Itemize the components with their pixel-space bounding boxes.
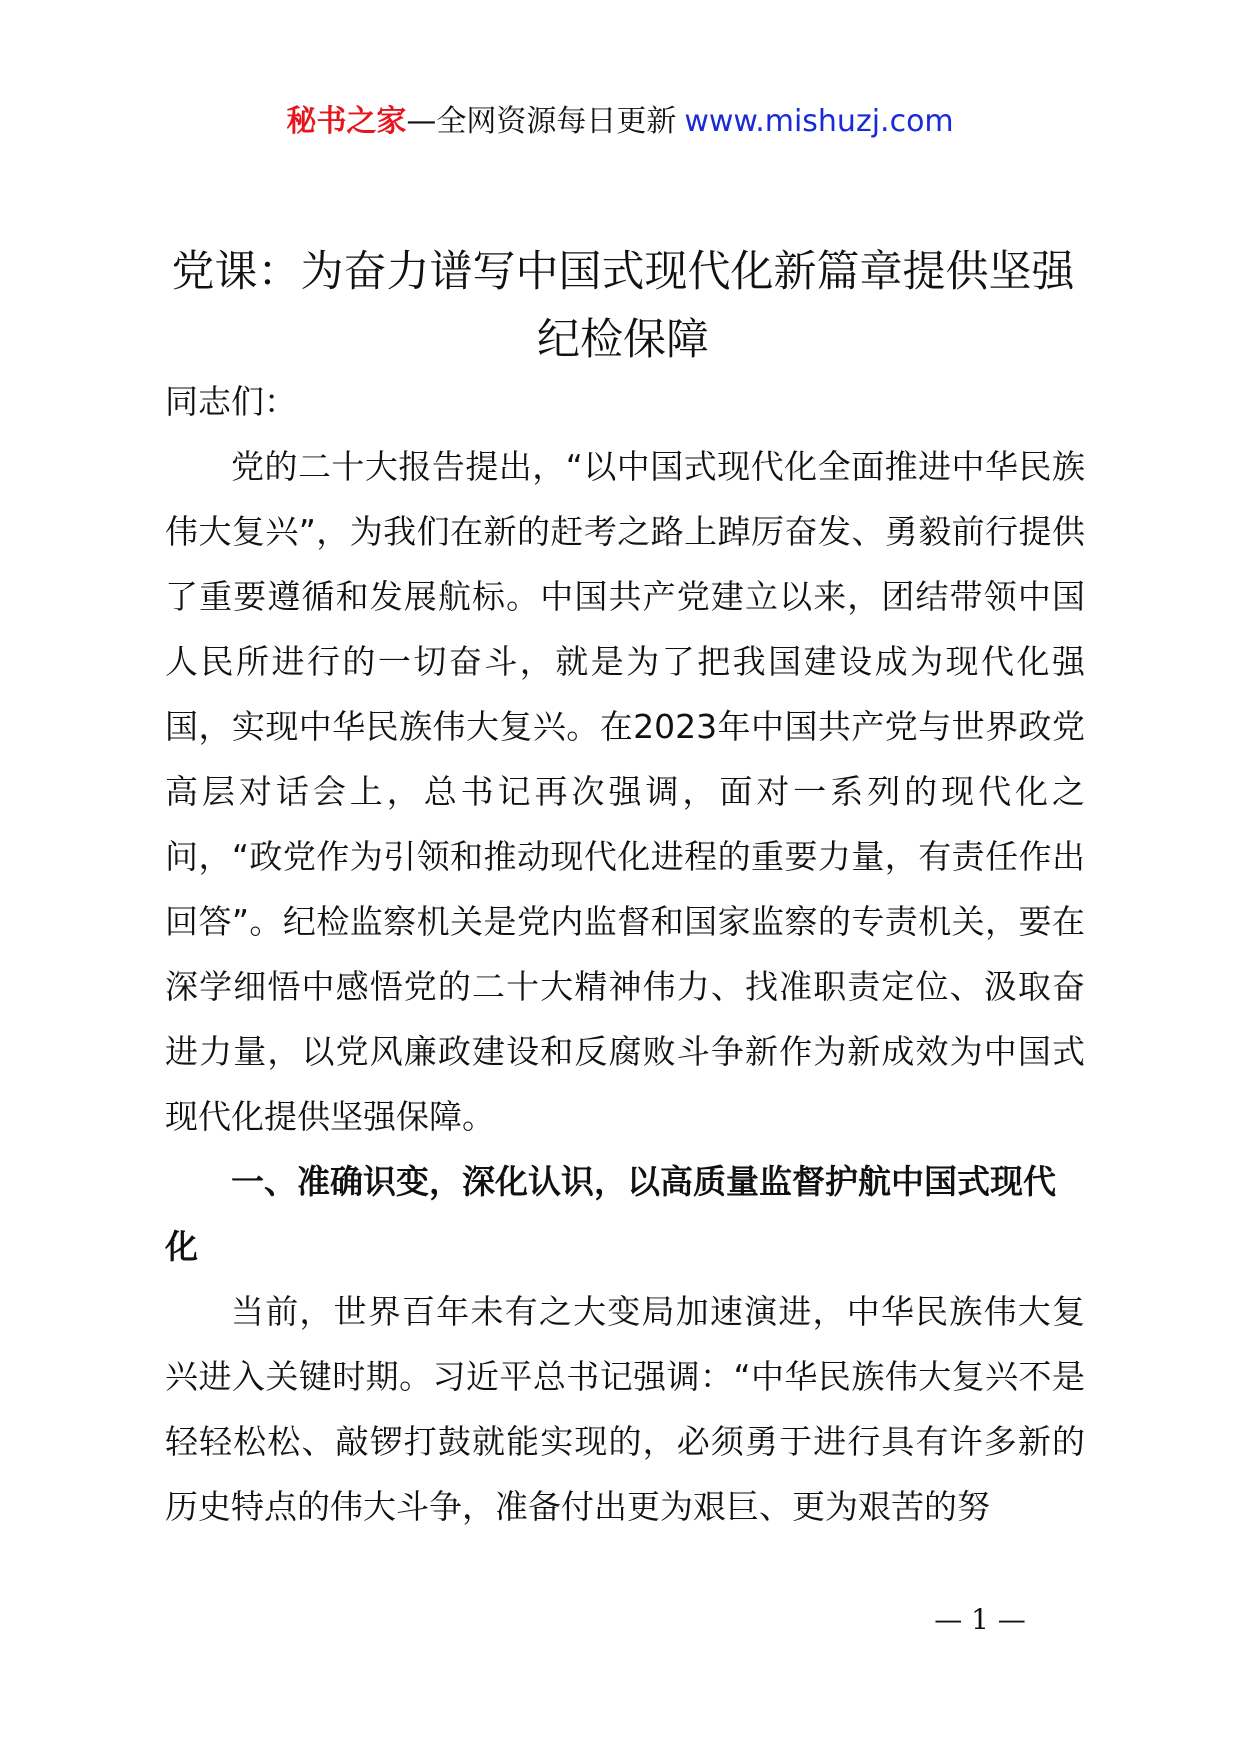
document-body	[165, 369, 1085, 1539]
salutation: 同志们：	[165, 382, 297, 421]
brand-name: 秘书之家	[286, 104, 407, 139]
section-heading-1: 一、准确识变，深化认识，以高质量监督护航中国式现代化	[165, 1162, 1056, 1266]
site-url-link[interactable]: www.mishuzj.com	[684, 104, 954, 139]
page-number: — 1 —	[934, 1603, 1026, 1636]
document-title: 党课：为奋力谱写中国式现代化新篇章提供坚强纪检保障	[171, 247, 1075, 365]
paragraph-intro: 党的二十大报告提出，“以中国式现代化全面推进中华民族伟大复兴”，为我们在新的赶考之路上踔厉奋发、勇毅前行提供了重要遵循和发展航标。中国共产党建立以来，团结带领中国人民所进行的一切奋斗，就是为了把我国建设成为现代化强国，实现中华民族伟大复兴。在2023年中国共产党与世界政党高层对话会上，总书记再次强调，面对一系列的现代化之问，“政党作为引领和推动现代化进程的重要力量，有责任作出回答”。纪检监察机关是党内监督和国家监察的专责机关，要在深学细悟中感悟党的二十大精神伟力、找准职责定位、汲取奋进力量，以党风廉政建设和反腐败斗争新作为新成效为中国式现代化提供坚强保障。	[165, 447, 1085, 1136]
paragraph-section-1: 当前，世界百年未有之大变局加速演进，中华民族伟大复兴进入关键时期。习近平总书记强调：“中华民族伟大复兴不是轻轻松松、敲锣打鼓就能实现的，必须勇于进行具有许多新的历史特点的伟大斗争，准备付出更为艰巨、更为艰苦的努	[165, 1292, 1085, 1526]
header-tagline: —全网资源每日更新	[406, 104, 677, 139]
site-header	[0, 100, 1240, 144]
